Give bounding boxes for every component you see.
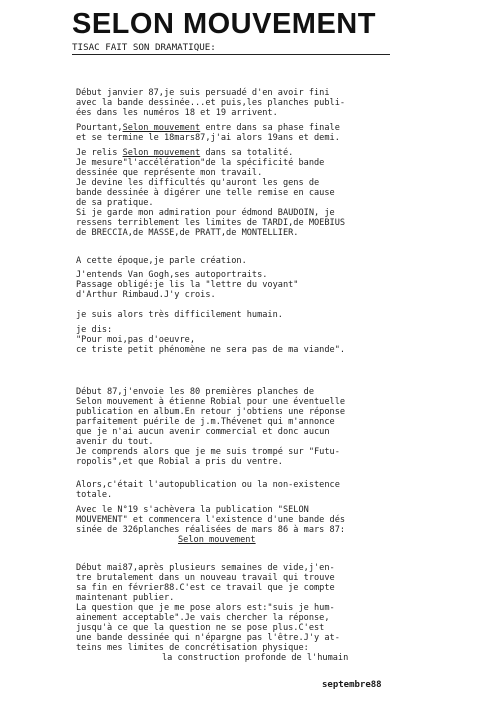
text-line: tre brutalement dans un nouveau travail qui trouve: [76, 573, 335, 583]
line-segment: Je relis: [76, 148, 123, 158]
text-line: Je mesure"l'accélération"de la spécificité bande: [76, 158, 325, 168]
text-line: avenir du tout.: [76, 437, 154, 447]
text-line: ainement acceptable".Je vais chercher la réponse,: [76, 613, 330, 623]
text-line: [76, 148, 293, 158]
text-line: parfaitement puérile de j.m.Thévenet qui m'annonce: [76, 417, 335, 427]
text-line: Alors,c'était l'autopublication ou la non-existence: [76, 480, 340, 490]
underlined-title: Selon mouvement: [178, 535, 256, 545]
text-line: MOUVEMENT" et commencera l'existence d'une bande dés: [76, 515, 346, 525]
text-line: avec la bande dessinée...et puis,les planches publi-: [76, 98, 346, 108]
text-line: publication en album.En retour j'obtiens une réponse: [76, 407, 346, 417]
text-line: la construction profonde de l'humain: [162, 653, 349, 663]
text-line: sinée de 326planches réalisées de mars 86 à mars 87:: [76, 525, 346, 535]
text-line: J'entends Van Gogh,ses autoportraits.: [76, 270, 268, 280]
underlined-title: Selon mouvement: [122, 123, 201, 133]
text-line: La question que je me pose alors est:"suis je hum-: [76, 603, 335, 613]
text-line: une bande dessinée qui n'épargne pas l'être.J'y at-: [76, 633, 340, 643]
text-line: je dis:: [76, 325, 113, 335]
text-line: [76, 123, 340, 133]
line-segment: entre dans sa phase finale: [200, 123, 340, 133]
text-line: A cette époque,je parle création.: [76, 256, 247, 266]
text-line: Je devine les difficultés qu'auront les gens de: [76, 178, 320, 188]
text-line: Passage obligé:je lis la "lettre du voyant": [76, 280, 299, 290]
text-line: de BRECCIA,de MASSE,de PRATT,de MONTELLIER.: [76, 228, 299, 238]
text-line: Début janvier 87,je suis persuadé d'en avoir fini: [76, 88, 330, 98]
text-line: Début mai87,après plusieurs semaines de vide,j'en-: [76, 563, 335, 573]
text-line: totale.: [76, 490, 113, 500]
text-line: que je n'ai aucun avenir commercial et donc aucun: [76, 427, 330, 437]
text-line: teins mes limites de concrétisation physique:: [76, 643, 309, 653]
text-line: de sa pratique.: [76, 198, 154, 208]
text-line: jusqu'à ce que la question ne se pose plus.C'est: [76, 623, 325, 633]
text-line: d'Arthur Rimbaud.J'y crois.: [76, 290, 216, 300]
line-segment: Pourtant,: [76, 123, 123, 133]
text-line: ropolis",et que Robial a pris du ventre.: [76, 457, 283, 467]
text-line: ce triste petit phénomène ne sera pas de ma viande".: [76, 345, 346, 355]
text-line: "Pour moi,pas d'oeuvre,: [76, 335, 195, 345]
text-line: dessinée que représente mon travail.: [76, 168, 263, 178]
text-line: Je comprends alors que je me suis trompé sur "Futu-: [76, 447, 340, 457]
text-line: bande dessinée à digérer une telle remise en cause: [76, 188, 335, 198]
text-line: Si je garde mon admiration pour édmond BAUDOIN, je: [76, 208, 335, 218]
underlined-title: Selon mouvement: [122, 148, 201, 158]
text-line: Début 87,j'envoie les 80 premières planches de: [76, 387, 314, 397]
signature-date: septembre88: [322, 680, 382, 690]
page-subtitle: TISAC FAIT SON DRAMATIQUE:: [72, 42, 216, 53]
page-title: SELON MOUVEMENT: [72, 8, 376, 40]
text-line: Avec le N°19 s'achèvera la publication "SELON: [76, 505, 309, 515]
text-line: sa fin en février88.C'est ce travail que je compte: [76, 583, 335, 593]
text-line: ressens terriblement les limites de TARDI,de MOEBIUS: [76, 218, 346, 228]
text-line: maintenant publier.: [76, 593, 175, 603]
text-line: ées dans les numéros 18 et 19 arrivent.: [76, 108, 278, 118]
line-segment: dans sa totalité.: [200, 148, 294, 158]
text-line: je suis alors très difficilement humain.: [76, 310, 283, 320]
text-line: Selon mouvement à étienne Robial pour une éventuelle: [76, 397, 346, 407]
text-line: [178, 535, 256, 545]
text-line: et se termine le 18mars87,j'ai alors 19ans et demi.: [76, 133, 340, 143]
